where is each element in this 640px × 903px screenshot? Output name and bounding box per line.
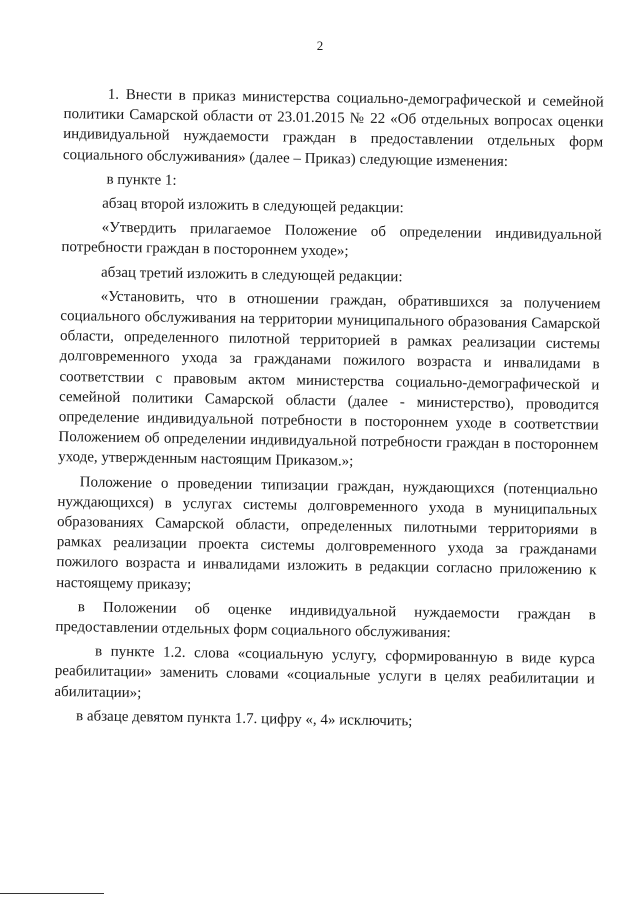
page-number: 2	[316, 38, 324, 53]
document-body	[54, 84, 604, 738]
paragraph-point-1: в пункте 1:	[106, 171, 177, 189]
paragraph-establish: «Установить, что в отношении граждан, обратившихся за получением социального обслуживания на территории муниципального образования Самарской области, определенного пилотной территорией в рамках реализации системы долговременного ухода за гражданами пожилого возраста и инвалидами в соответствии с правовым актом министерства социально-демографической и семейной политики Самарской области (далее - министерство), проводится определение индивидуальной потребности в постороннем уходе в соответствии Положением об определении индивидуальной потребности граждан в постороннем уходе, утвержденным настоящим Приказом.»;	[58, 288, 601, 471]
paragraph-third-abstract: абзац третий изложить в следующей редакции:	[100, 264, 403, 285]
paragraph-second-abstract: абзац второй изложить в следующей редакции:	[101, 195, 404, 217]
paragraph-approve-regulation: «Утвердить прилагаемое Положение об определении индивидуальной потребности граждан в постороннем уходе»;	[61, 219, 602, 260]
paragraph-typing-regulation: Положение о проведении типизации граждан, нуждающихся (потенциально нуждающихся) в услугах системы долговременного ухода в муниципальных образованиях Самарской области, определенных пилотными территориями в рамках реализации проекта системы долговременного ухода за гражданами пожилого возраста и инвалидами изложить в редакции согласно приложению к настоящему приказу;	[56, 473, 598, 593]
paragraph-assessment-regulation: в Положении об оценке индивидуальной нуждаемости граждан в предоставлении отдельных форм социального обслуживания:	[55, 599, 596, 642]
paragraph-point-1-7: в абзаце девятом пункта 1.7. цифру «, 4» исключить;	[75, 708, 413, 730]
paragraph-point-1-2: в пункте 1.2. слова «социальную услугу, сформированную в виде курса реабилитации» заменить словами «социальные услуги в целях реабилитации и абилитации»;	[54, 643, 596, 701]
paragraph-amend-order: 1. Внести в приказ министерства социально-демографической и семейной политики Самарской области от 23.01.2015 № 22 «Об отдельных вопросах оценки индивидуальной нуждаемости граждан в предоставлении отдельных форм социального обслуживания» (далее – Приказ) следующие изменения:	[62, 86, 604, 170]
footnote-divider	[0, 893, 104, 894]
